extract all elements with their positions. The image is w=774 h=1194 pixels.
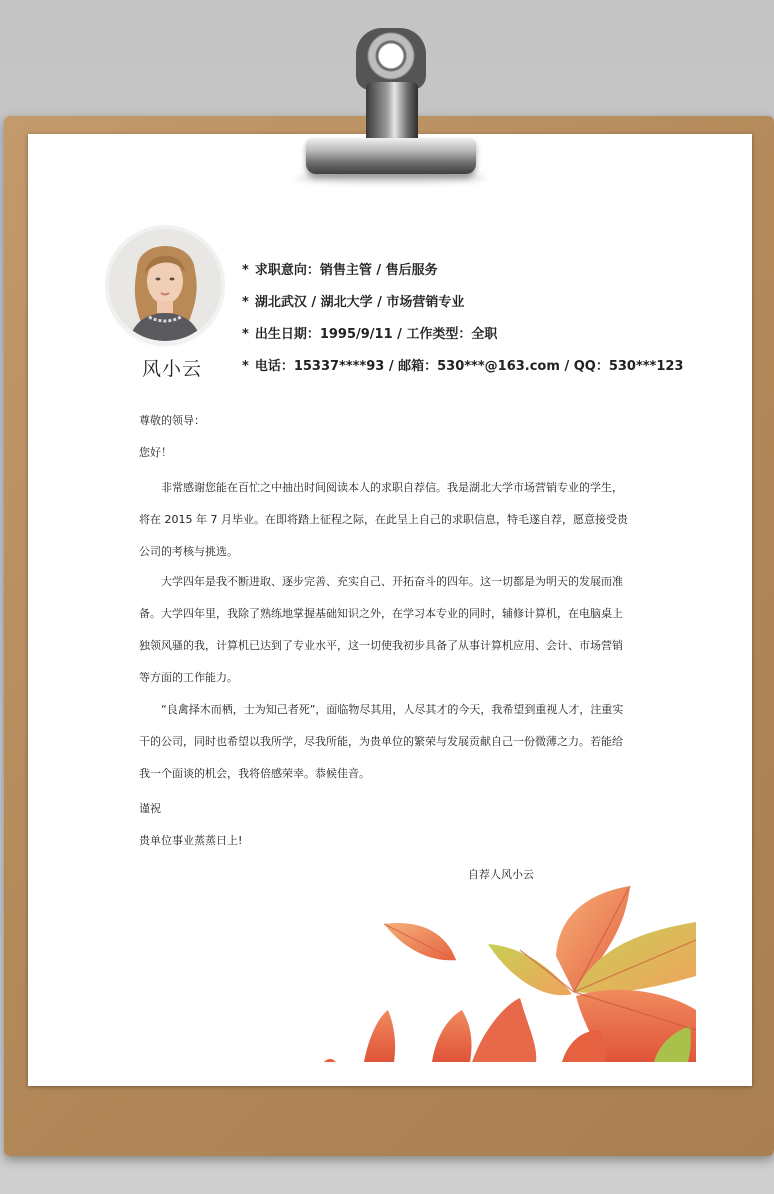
bullet-star: * bbox=[242, 359, 249, 374]
info-line-location bbox=[242, 291, 464, 310]
bullet-star: * bbox=[242, 295, 249, 310]
letter-greeting: 您好！ bbox=[139, 446, 172, 459]
info-line-intent bbox=[242, 259, 438, 278]
letter-closing: 谨祝 bbox=[139, 802, 161, 815]
bullet-star: * bbox=[242, 327, 249, 342]
info-text-intent: 求职意向：销售主管 / 售后服务 bbox=[254, 263, 438, 278]
portrait-icon bbox=[109, 229, 221, 341]
avatar bbox=[109, 229, 221, 341]
info-text-location: 湖北武汉 / 湖北大学 / 市场营销专业 bbox=[254, 295, 465, 310]
letter-paragraph-1: 非常感谢您能在百忙之中抽出时间阅读本人的求职自荐信。我是湖北大学市场营销专业的学生，将在 2015 年 7 月毕业。在即将踏上征程之际，在此呈上自己的求职信息，特毛遂自荐，愿意接受贵公司的考核与挑选。 bbox=[139, 481, 628, 558]
info-line-contact bbox=[242, 355, 683, 374]
info-text-contact: 电话：15337****93 / 邮箱：530***@163.com / QQ：530***123 bbox=[254, 359, 684, 374]
autumn-leaves-icon bbox=[324, 880, 696, 1062]
info-text-birth: 出生日期：1995/9/11 / 工作类型：全职 bbox=[254, 327, 498, 342]
letter-paragraph-3: “良禽择木而栖，士为知己者死”，面临物尽其用，人尽其才的今天，我希望到重视人才，注重实干的公司，同时也希望以我所学，尽我所能，为贵单位的繁荣与发展贡献自己一份微薄之力。若能给我一个面谈的机会，我将倍感荣幸。恭候佳音。 bbox=[139, 703, 624, 780]
clip-ring-icon bbox=[356, 28, 426, 90]
clip-base-icon bbox=[306, 138, 476, 174]
letter-signature: 自荐人风小云 bbox=[468, 868, 534, 881]
letter-salutation: 尊敬的领导： bbox=[139, 414, 205, 427]
letter-wish: 贵单位事业蒸蒸日上! bbox=[139, 834, 243, 847]
bullet-star: * bbox=[242, 263, 249, 278]
info-line-birth bbox=[242, 323, 497, 342]
letter-paragraph-2: 大学四年是我不断进取、逐步完善、充实自己、开拓奋斗的四年。这一切都是为明天的发展而准备。大学四年里，我除了熟练地掌握基础知识之外，在学习本专业的同时，辅修计算机，在电脑桌上独领风骚的我，计算机已达到了专业水平，这一切使我初步具备了从事计算机应用、会计、市场营销等方面的工作能力。 bbox=[139, 575, 623, 684]
clip-arm-icon bbox=[366, 82, 418, 142]
applicant-name: 风小云 bbox=[142, 358, 203, 380]
